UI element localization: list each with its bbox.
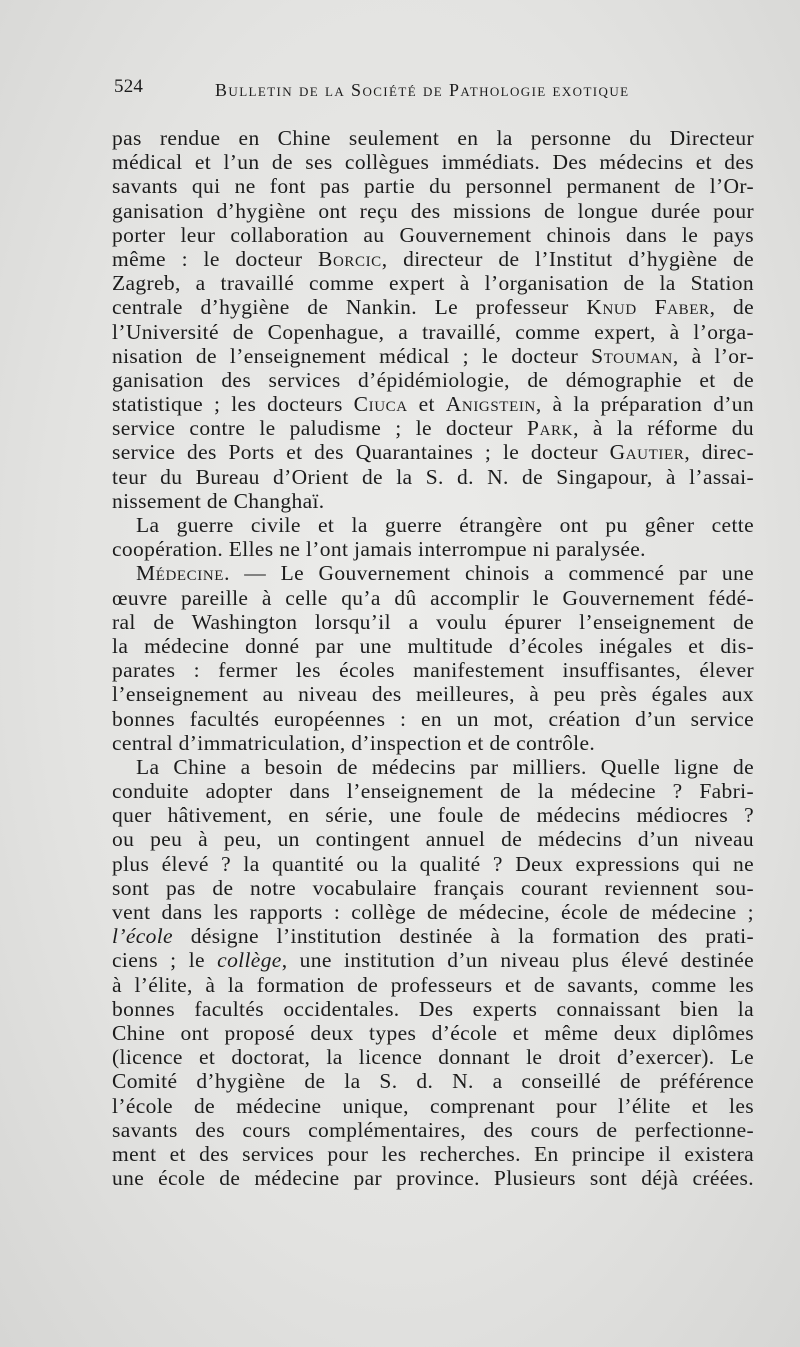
text-line [112,223,754,247]
author-name: Ciuca [353,392,408,417]
text-line [112,997,754,1021]
text-line [112,199,754,223]
text-line [112,416,754,440]
text-segment: La Chine a besoin de médecins par milliers. Quelle ligne de [136,754,754,779]
text-line [112,900,754,924]
author-name: Park [527,416,574,441]
text-segment: l’enseignement au niveau des meilleures, à peu près égales aux [112,682,754,707]
text-segment: sont pas de notre vocabulaire français courant reviennent sou- [112,875,754,900]
text-line [112,392,754,416]
text-segment: œuvre pareille à celle qu’a dû accomplir le Gouvernement fédé- [112,585,754,610]
text-line [112,1142,754,1166]
text-segment: , une institution d’un niveau plus élevé destinée [281,948,754,973]
author-name: Médecine [136,561,225,586]
text-line [112,682,754,706]
page-number: 524 [114,76,144,97]
text-segment: nissement de Changhaï. [112,488,325,513]
text-line [112,513,754,537]
text-line [112,1021,754,1045]
text-segment: bonnes facultés occidentales. Des experts connaissant bien la [112,996,754,1021]
text-segment: l’école de médecine unique, comprenant pour l’élite et les [112,1093,754,1118]
body-text [112,126,754,1190]
text-line [112,368,754,392]
text-segment: centrale d’hygiène de Nankin. Le professeur [112,295,587,320]
text-line [112,1094,754,1118]
text-line [112,174,754,198]
text-line [112,658,754,682]
text-segment: Comité d’hygiène de la S. d. N. a conseillé de préférence [112,1069,754,1094]
text-line [112,634,754,658]
text-segment: , directeur de l’Institut d’hygiène de [381,246,754,271]
text-line [112,1166,754,1190]
text-line [112,755,754,779]
text-segment: ral de Washington lorsqu’il a voulu épurer l’enseignement de [112,609,754,634]
emphasis-text: école [125,924,173,949]
text-segment: médical et l’un de ses collègues immédiats. Des médecins et des [112,150,754,175]
text-segment: , à la réforme du [573,416,754,441]
text-segment: La guerre civile et la guerre étrangère ont pu gêner cette [136,513,754,537]
author-name: Anigstein [445,392,536,417]
text-segment: la médecine donné par une multitude d’écoles inégales et dis- [112,633,754,658]
text-segment: ganisation des services d’épidémiologie, de démographie et de [112,367,754,392]
text-segment: Chine ont proposé deux types d’école et même deux diplômes [112,1020,754,1045]
text-segment: désigne l’institution destinée à la formation des prati- [172,924,754,949]
running-title: Bulletin de la Société de Pathologie exotique [215,80,630,100]
text-segment: savants des cours complémentaires, des cours de perfectionne- [112,1117,754,1142]
text-segment: ou peu à peu, un contingent annuel de médecins d’un niveau [112,827,754,852]
text-segment: teur du Bureau d’Orient de la S. d. N. de Singapour, à l’assai- [112,464,754,489]
text-segment: ciens ; le [112,948,218,973]
text-segment: plus élevé ? la quantité ou la qualité ? Deux expressions qui ne [112,851,754,876]
text-line [112,295,754,319]
text-line [112,320,754,344]
author-name: Gautier [609,440,685,465]
text-line [112,610,754,634]
author-name: Stouman [591,343,673,368]
text-line [112,973,754,997]
text-segment: conduite adopter dans l’enseignement de la médecine ? Fabri- [112,779,754,804]
text-line [112,852,754,876]
text-segment: (licence et doctorat, la licence donnant le droit d’exercer). Le [112,1045,754,1070]
text-line [112,1069,754,1093]
text-segment: et [407,392,446,417]
text-segment: , à la préparation d’un [535,392,755,417]
text-line [112,707,754,731]
text-line [112,924,754,948]
text-line [112,1045,754,1069]
text-line [112,344,754,368]
text-segment: central d’immatriculation, d’inspection et de contrôle. [112,730,596,755]
text-line [112,731,754,755]
page-header [114,76,754,106]
text-segment: bonnes facultés européennes : en un mot, création d’un service [112,706,754,731]
text-line [112,779,754,803]
emphasis-text: collège [217,948,282,973]
text-segment: service des Ports et des Quarantaines ; le docteur [112,440,610,465]
author-name: Knud Faber [586,295,710,320]
text-segment: pas rendue en Chine seulement en la personne du Directeur [112,126,754,150]
text-segment: savants qui ne font pas partie du personnel permanent de l’Or- [112,174,754,199]
text-segment: vent dans les rapports : collège de médecine, école de médecine ; [112,900,754,924]
text-segment: . — Le Gouvernement chinois a commencé par une [224,561,754,586]
text-segment: , à l’or- [672,343,754,368]
text-segment: même : le docteur [112,246,318,271]
text-segment: l’Université de Copenhague, a travaillé, comme expert, à l’orga- [112,319,754,344]
text-segment: une école de médecine par province. Plusieurs sont déjà créées. [112,1166,754,1191]
text-segment: nisation de l’enseignement médical ; le docteur [112,343,592,368]
text-segment: à l’élite, à la formation de professeurs et de savants, comme les [112,972,754,997]
text-line [112,271,754,295]
text-segment: statistique ; les docteurs [112,392,354,417]
text-line [112,561,754,585]
text-segment: service contre le paludisme ; le docteur [112,416,528,441]
text-line [112,1118,754,1142]
text-line [112,586,754,610]
text-line [112,150,754,174]
emphasis-text: l’ [112,924,126,949]
text-line [112,440,754,464]
text-segment: parates : fermer les écoles manifestement insuffisantes, élever [112,658,754,683]
text-segment: ganisation d’hygiène ont reçu des missions de longue durée pour [112,198,754,223]
text-line [112,803,754,827]
text-line [112,827,754,851]
text-segment: Zagreb, a travaillé comme expert à l’organisation de la Station [112,271,754,296]
text-segment: quer hâtivement, en série, une foule de médecins médiocres ? [112,803,754,828]
text-segment: , de [709,295,754,320]
text-line [112,948,754,972]
text-segment: ment et des services pour les recherches. En principe il existera [112,1141,754,1166]
author-name: Borcic [318,246,382,271]
text-line [112,489,754,513]
text-line [112,126,754,150]
text-segment: porter leur collaboration au Gouvernement chinois dans le pays [112,222,754,247]
text-segment: , direc- [684,440,754,465]
text-line [112,876,754,900]
text-segment: coopération. Elles ne l’ont jamais interrompue ni paralysée. [112,537,646,562]
text-line [112,537,754,561]
text-line [112,465,754,489]
text-line [112,247,754,271]
